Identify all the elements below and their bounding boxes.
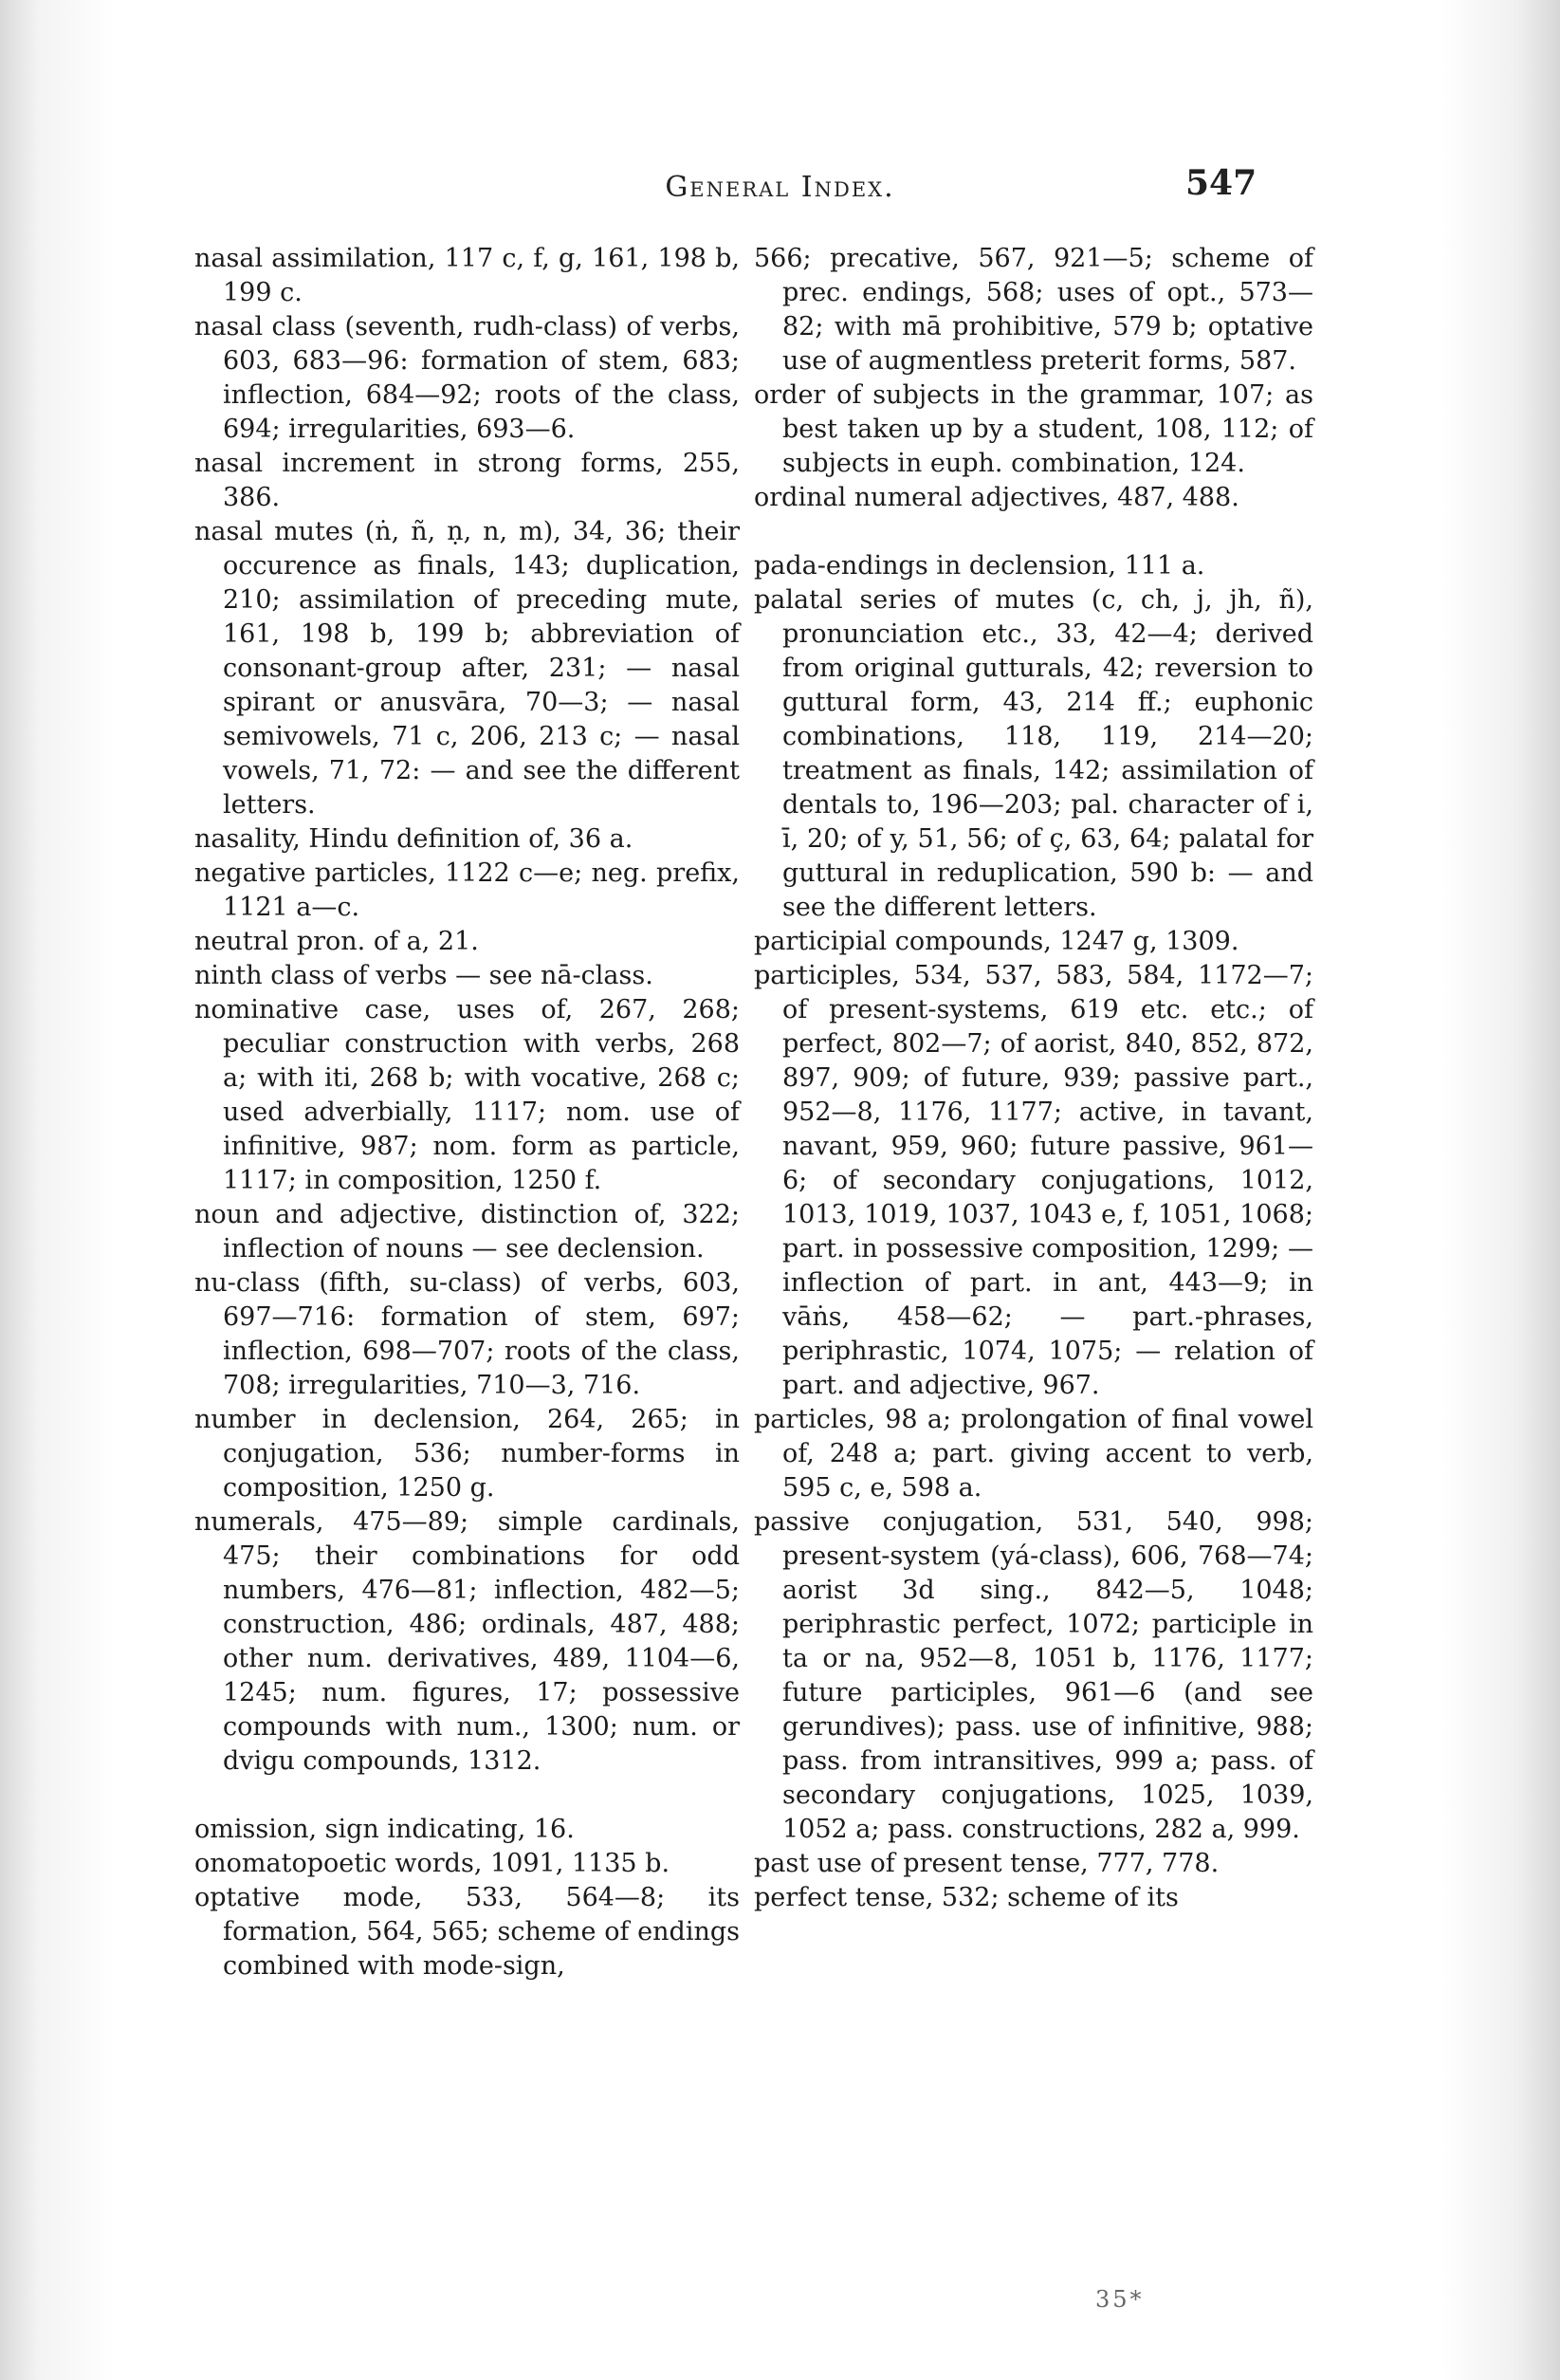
signature-mark: 35* bbox=[1095, 2286, 1145, 2313]
index-entry: negative particles, 1122 c—e; neg. prefix, 1121 a—c. bbox=[194, 858, 740, 922]
index-entry: past use of present tense, 777, 778. bbox=[754, 1849, 1220, 1878]
index-entry: nasal increment in strong forms, 255, 386. bbox=[194, 449, 740, 512]
index-entry: participial compounds, 1247 g, 1309. bbox=[754, 927, 1239, 956]
index-entry: neutral pron. of a, 21. bbox=[194, 927, 479, 956]
index-entry: particles, 98 a; prolongation of final vowel of, 248 a; part. giving accent to verb, 595 c, e, 598 a. bbox=[754, 1405, 1313, 1503]
index-entry: noun and adjective, distinction of, 322; inflection of nouns — see declension. bbox=[194, 1200, 740, 1264]
index-entry: numerals, 475—89; simple cardinals, 475; their combinations for odd numbers, 476—81; inflection, 482—5; construction, 486; ordinals, 487, 488; other num. derivatives, 489, 1104—6, 1245; num. figures, 17; possessive compounds with num., 1300; num. or dvigu compounds, 1312. bbox=[194, 1507, 740, 1776]
index-entry: nu-class (fifth, su-class) of verbs, 603, 697—716: formation of stem, 697; inflection, 698—707; roots of the class, 708; irregularities, 710—3, 716. bbox=[194, 1268, 740, 1400]
index-entry: pada-endings in declension, 111 a. bbox=[754, 551, 1205, 581]
index-entry: nominative case, uses of, 267, 268; peculiar construction with verbs, 268 a; with iti, 268 b; with vocative, 268 c; used adverbially, 1117; nom. use of infinitive, 987; nom. form as particle, 1117; in composition, 1250 f. bbox=[194, 995, 740, 1195]
index-entry: onomatopoetic words, 1091, 1135 b. bbox=[194, 1849, 670, 1878]
index-entry: order of subjects in the grammar, 107; as best taken up by a student, 108, 112; of subjects in euph. combination, 124. bbox=[754, 380, 1313, 478]
index-entry: nasal assimilation, 117 c, f, g, 161, 198 b, 199 c. bbox=[194, 244, 740, 307]
index-entry: 566; precative, 567, 921—5; scheme of prec. endings, 568; uses of opt., 573—82; with mā prohibitive, 579 b; optative use of augmentless preterit forms, 587. bbox=[754, 244, 1313, 376]
index-entry: nasal mutes (ṅ, ñ, ṇ, n, m), 34, 36; their occurence as finals, 143; duplication, 210; assimilation of preceding mute, 161, 198 b, 199 b; abbreviation of consonant-group after, 231; — nasal spirant or anusvāra, 70—3; — nasal semivowels, 71 c, 206, 213 c; — nasal vowels, 71, 72: — and see the different letters. bbox=[194, 517, 740, 820]
index-entry: passive conjugation, 531, 540, 998; present-system (yá-class), 606, 768—74; aorist 3d sing., 842—5, 1048; periphrastic perfect, 1072; participle in ta or na, 952—8, 1051 b, 1176, 1177; future participles, 961—6 (and see gerundives); pass. use of infinitive, 988; pass. from intransitives, 999 a; pass. of secondary conjugations, 1025, 1039, 1052 a; pass. constructions, 282 a, 999. bbox=[754, 1507, 1313, 1844]
index-entry: palatal series of mutes (c, ch, j, jh, ñ), pronunciation etc., 33, 42—4; derived from original gutturals, 42; reversion to guttural form, 43, 214 ff.; euphonic combinations, 118, 119, 214—20; treatment as finals, 142; assimilation of dentals to, 196—203; pal. character of i, ī, 20; of y, 51, 56; of ç, 63, 64; palatal for guttural in reduplication, 590 b: — and see the different letters. bbox=[754, 585, 1313, 922]
index-entry: participles, 534, 537, 583, 584, 1172—7; of present-systems, 619 etc. etc.; of perfect, 802—7; of aorist, 840, 852, 872, 897, 909; of future, 939; passive part., 952—8, 1176, 1177; active, in tavant, navant, 959, 960; future passive, 961—6; of secondary conjugations, 1012, 1013, 1019, 1037, 1043 e, f, 1051, 1068; part. in possessive composition, 1299; — inflection of part. in ant, 443—9; in vāṅs, 458—62; — part.-phrases, periphrastic, 1074, 1075; — relation of part. and adjective, 967. bbox=[754, 961, 1313, 1400]
index-entry: number in declension, 264, 265; in conjugation, 536; number-forms in composition, 1250 g. bbox=[194, 1405, 740, 1503]
index-entry: nasality, Hindu definition of, 36 a. bbox=[194, 824, 633, 854]
page-number: 547 bbox=[1185, 163, 1257, 203]
running-header: General Index. bbox=[665, 171, 895, 204]
index-entry: optative mode, 533, 564—8; its formation, 564, 565; scheme of endings combined with mode-sign, bbox=[194, 1883, 740, 1981]
index-entry: ninth class of verbs — see nā-class. bbox=[194, 961, 653, 990]
index-entry: ordinal numeral adjectives, 487, 488. bbox=[754, 483, 1239, 512]
index-column-left bbox=[194, 242, 740, 1983]
index-column-right bbox=[754, 242, 1313, 1915]
index-entry: perfect tense, 532; scheme of its bbox=[754, 1883, 1179, 1912]
index-entry: nasal class (seventh, rudh-class) of verbs, 603, 683—96: formation of stem, 683; inflection, 684—92; roots of the class, 694; irregularities, 693—6. bbox=[194, 312, 740, 444]
index-entry: omission, sign indicating, 16. bbox=[194, 1815, 575, 1844]
